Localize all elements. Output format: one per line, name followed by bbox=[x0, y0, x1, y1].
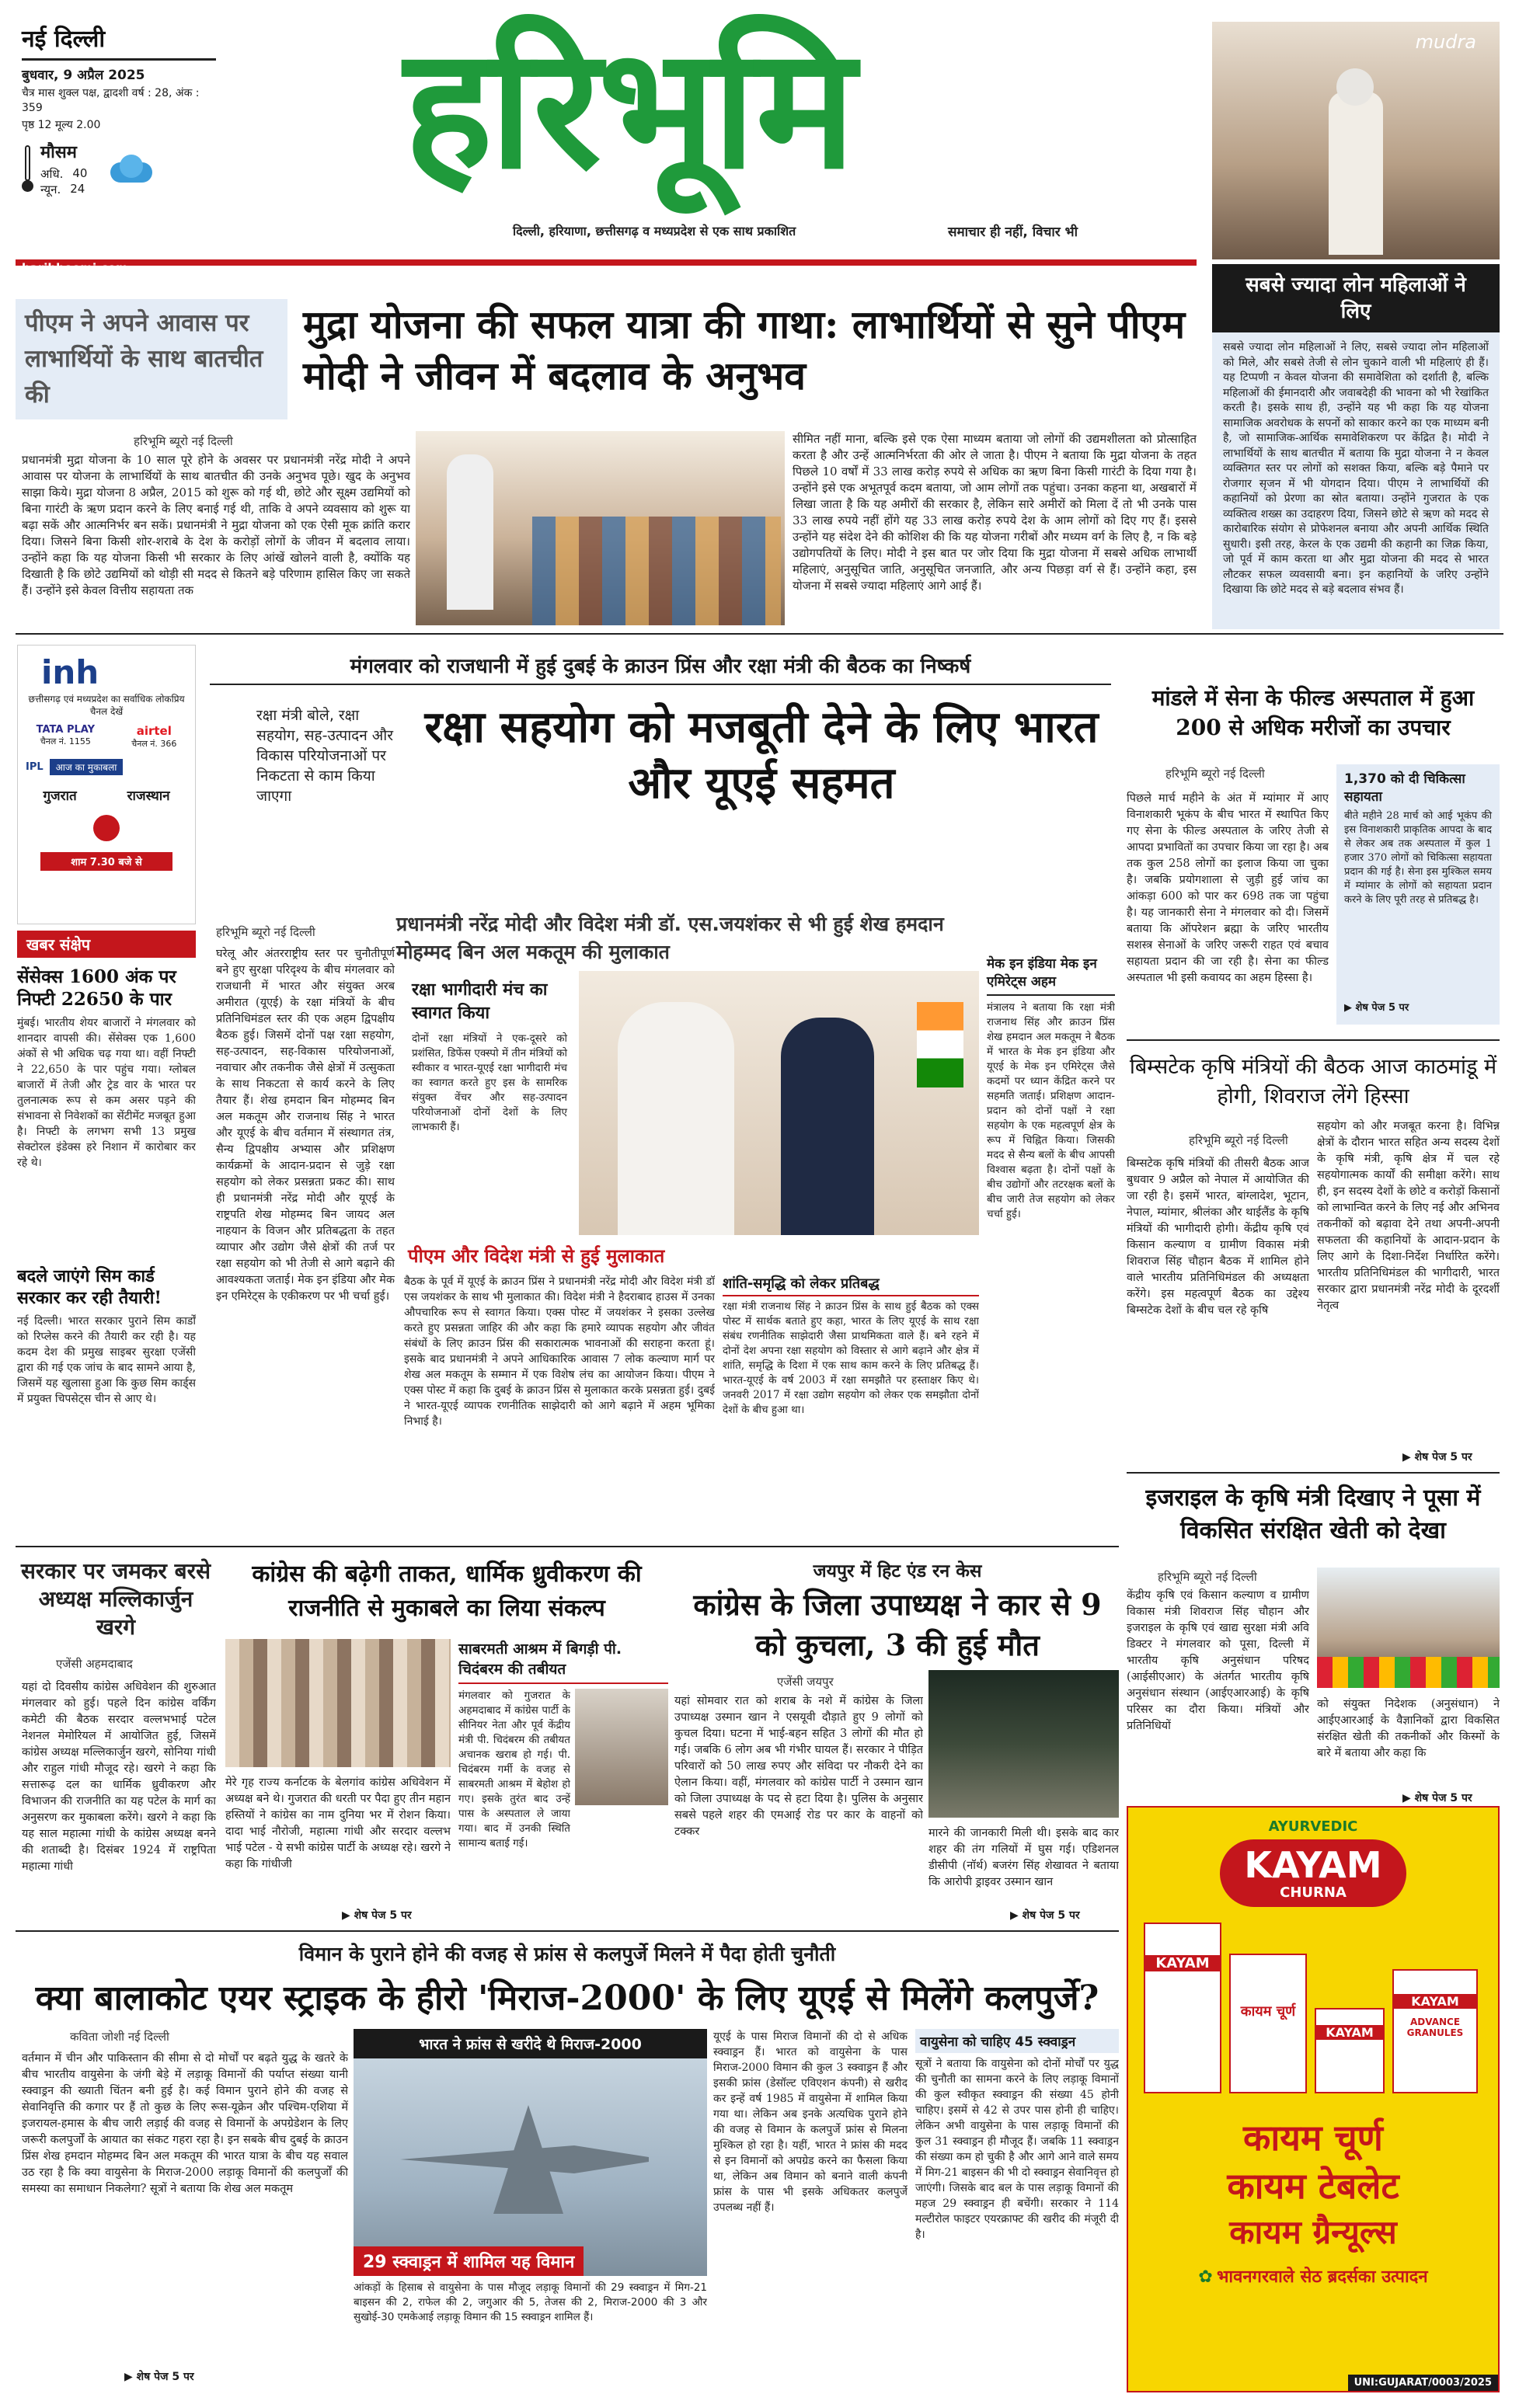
mirage-col3-box bbox=[915, 2029, 1119, 2386]
mirage-jet-photo bbox=[354, 2058, 707, 2276]
brief2-body: नई दिल्ली। भारत सरकार पुराने सिम कार्डों को रिप्लेस करने की तैयारी कर रही है। यह कदम देश की प्रमुख साइबर सुरक्षा एजेंसी द्वारा की गई एक जांच के बाद सामने आया है, जिसमें यह खुलासा हुआ कि कुछ सिम कार्ड्स में प्रयुक्त चिपसेट्स चीन से आए थे। bbox=[17, 1315, 196, 1405]
defense-photo bbox=[579, 971, 979, 1235]
min-label: न्यून. bbox=[40, 183, 61, 197]
mirage-col2: यूएई के पास मिराज विमानों की दो से अधिक स्क्वाड्रन हैं। भारत को वायुसेना के पास मिराज-2000 विमान की कुल 3 स्क्वाड्रन हैं और इसकी फ्रांस (डेसॉल्ट एविएशन कंपनी) से खरीद कर इन्हें वर्ष 1985 में वायुसेना में शामिल किया गया था। लेकिन अब इनके अत्यधिक पुराने होने की वजह से विमान के कलपुर्जे फ्रांस से मिलना मुश्किल हो रहा है। यहीं, भारत ने फ्रांस की मदद से इन विमानों को अपग्रेड करने का फैसला किया था, लेकिन अब विमान को बनाने वाली कंपनी फ्रांस के पास भी इसके अधिकतर कलपुर्जे उपलब्ध नहीं हैं। bbox=[713, 2030, 908, 2214]
jaipur-photo bbox=[928, 1670, 1119, 1818]
jaipur-refer[interactable] bbox=[1010, 1908, 1080, 1923]
congress-headline: कांग्रेस की बढ़ेगी ताकत, धार्मिक ध्रुवीकरण की राजनीति से मुकाबले का लिया संकल्प bbox=[252, 1561, 642, 1622]
jaipur-col1: यहां सोमवार रात को शराब के नशे में कांग्रेस के जिला उपाध्यक्ष उस्मान खान ने एसयूवी दौड़ाते हुए 9 लोगों को कुचल दिया। घटना में भाई-बहन सहित 3 लोगों की मौत हो गई। जबकि 6 लोग अब भी गंभीर घायल हैं। सरकार ने पीड़ित परिवारों को 50 लाख रुपए और संविदा पर नौकरी देने का ऐलान किया। वहीं, मंगलवार को कांग्रेस पार्टी ने उस्मान खान को जिला उपाध्यक्ष के पद से हटा दिया है। पुलिस के अनुसार सबसे पहले शहर की एमआई रोड पर कार के वाहनों को टक्कर bbox=[674, 1695, 923, 1838]
max-label: अधि. bbox=[40, 167, 64, 181]
kayam-box-small bbox=[1315, 2008, 1385, 2093]
panchang: चैत्र मास शुक्ल पक्ष, द्वादशी वर्ष : 28, अंक : 359 bbox=[22, 87, 200, 114]
brief1-headline: सेंसेक्स 1600 अंक पर निफ्टी 22650 के पार bbox=[17, 966, 176, 1010]
bimstec-byline: हरिभूमि ब्यूरो नई दिल्ली bbox=[1189, 1133, 1288, 1147]
defense-byline: हरिभूमि ब्यूरो नई दिल्ली bbox=[216, 925, 315, 939]
mirage-photo-banner: भारत ने फ्रांस से खरीदे थे मिराज-2000 bbox=[354, 2029, 707, 2058]
weather-label: मौसम bbox=[40, 143, 77, 162]
ipl-logo-icon: IPL bbox=[26, 761, 44, 773]
lead-side-headline: पीएम ने अपने आवास पर लाभार्थियों के साथ बातचीत की bbox=[25, 309, 263, 409]
kayam-pack2-label: KAYAM bbox=[1316, 2025, 1383, 2040]
tataplay-channel: चैनल नं. 1155 bbox=[40, 736, 91, 746]
tataplay-logo: TATA PLAY bbox=[36, 724, 96, 736]
jaipur-refer-text: शेष पेज 5 पर bbox=[1022, 1909, 1080, 1922]
bimstec-col2: सहयोग को और मजबूत करना है। विभिन्न क्षेत्रों के दौरान भारत सहित अन्य सदस्य देशों के कृषि मंत्री, कृषि क्षेत्र में चल रहे सहयोगात्मक कार्यों की समीक्षा करेंगे। साथ ही, इन सदस्य देशों के छोटे व करोड़ों किसानों को लाभान्वित करने के लिए नई और अभिनव तकनीकों को बढ़ावा देने तथा अपनी-अपनी सफलता की कहानियों के आदान-प्रदान के लिए आगे के दिशा-निर्देश निर्धारित करेंगे। भारतीय प्रतिनिधिमंडल की भागीदारी, भारत सरकार द्वारा प्रधानमंत्री नरेंद्र मोदी के दूरदर्शी नेतृत्व bbox=[1317, 1120, 1500, 1312]
arrow-icon: ▶ bbox=[342, 1909, 354, 1922]
jaipur-headline: कांग्रेस के जिला उपाध्यक्ष ने कार से 9 को कुचला, 3 की हुई मौत bbox=[693, 1587, 1102, 1662]
defense-col2: बैठक के पूर्व में यूएई के क्राउन प्रिंस ने प्रधानमंत्री नरेंद्र मोदी और विदेश मंत्री डॉ एस जयशंकर के साथ भी मुलाकात की। विदेश मंत्री ने हैदराबाद हाउस में उनका औपचारिक रूप से स्वागत किया। एक्स पोस्ट में जयशंकर ने इसका उल्लेख करते हुए प्रसन्नता जाहिर की और कहा कि हमारे व्यापक सहयोग और जीवंत संबंधों के लिए क्राउन प्रिंस की सकारात्मक भावनाओं की सराहना करता हूं। इसके बाद प्रधानमंत्री ने अपने आधिकारिक आवास 7 लोक कल्याण मार्ग पर शेख अल मकतूम के सम्मान में एक विशेष लंच का आयोजन किया। पीएम ने एक्स पोस्ट में कहा कि दुबई के क्राउन प्रिंस से मुलाकात करके प्रसन्नता हुई। दुबई ने भारत-यूएई व्यापक रणनीतिक साझेदारी को आगे बढ़ाने में अहम भूमिका निभाई है। bbox=[404, 1275, 715, 1428]
bimstec-headline: बिम्सटेक कृषि मंत्रियों की बैठक आज काठमांडू में होगी, शिवराज लेंगे हिस्सा bbox=[1129, 1055, 1497, 1108]
brief1-body: मुंबई। भारतीय शेयर बाजारों ने मंगलवार को शानदार वापसी की। सेंसेक्स एक 1,600 अंकों से भी अधिक चढ़ गया था। वहीं निफ्टी ने 22,650 के पार पहुंच गया। ग्लोबल बाजारों में तेजी और ट्रेड वार के भारत पर तुलनात्मक रूप से कम असर पड़ने की संभावना से निवेशकों का सेंटीमेंट मजबूत हुआ है। निफ्टी के लगभग सभी 13 प्रमुख सेक्टोरल इंडेक्स हरे निशान में कारोबार कर रहे थे। bbox=[17, 1017, 196, 1169]
match-time: शाम 7.30 बजे से bbox=[40, 852, 172, 871]
team1: गुजरात bbox=[43, 788, 77, 804]
city: नई दिल्ली bbox=[22, 26, 106, 53]
masthead bbox=[0, 0, 1519, 280]
myanmar-box bbox=[1336, 764, 1500, 1025]
flower-icon: ✿ bbox=[1198, 2267, 1213, 2287]
ipl-badge: आज का मुकाबला bbox=[50, 759, 124, 775]
cricket-ball-icon bbox=[93, 815, 120, 841]
airtel-channel: चैनल नं. 366 bbox=[131, 739, 177, 749]
team2: राजस्थान bbox=[127, 788, 170, 804]
defense-box3 bbox=[987, 955, 1115, 1507]
arrow-icon: ▶ bbox=[1344, 1002, 1356, 1014]
mirage-photo-box bbox=[354, 2029, 707, 2386]
congress-refer[interactable] bbox=[342, 1908, 412, 1923]
airtel-logo: airtel bbox=[136, 724, 172, 738]
kayam-pack3-label: KAYAM bbox=[1394, 1994, 1476, 2009]
thermometer-icon bbox=[22, 145, 33, 192]
kayam-box-medium bbox=[1229, 1954, 1307, 2093]
kayam-line3: कायम ग्रैन्यूल्स bbox=[1229, 2213, 1397, 2251]
lead-col1: प्रधानमंत्री मुद्रा योजना के 10 साल पूरे होने के अवसर पर प्रधानमंत्री नरेंद्र मोदी ने अपने आवास पर योजना के लाभार्थियों के साथ बातचीत की उनके अनुभव पूछे। खुद के अनुभव साझा किये। मुद्रा योजना 8 अप्रैल, 2015 को शुरू को गई थी, छोटे और सूक्ष्म उद्यमियों को बिना गारंटी के ऋण प्रदान करने के लिए बनाई गई थी, ताकि वे अपने व्यवसाय को शुरू या बढ़ा सकें और आत्मनिर्भर बन सकें। प्रधानमंत्री ने मुद्रा योजना को एक ऐसी मूक क्रांति करार दिया। जिसने बिना किसी शोर-शराबे के देश के करोड़ों लोगों के जीवन में बदलाव लाया। उन्होंने कहा कि यह योजना किसी भी सरकार के लिए आंखें खोलने वाली है, क्योंकि यह दिखाती है कि छोटे उद्यमियों को थोड़ी सी मदद से कितने बड़े परिणाम हासिल किए जा सकते हैं। उन्होंने इसे केवल वित्तीय सहायता तक bbox=[22, 453, 410, 597]
masthead-photo bbox=[1212, 22, 1500, 259]
defense-box2 bbox=[723, 1274, 979, 1507]
arrow-icon: ▶ bbox=[1402, 1792, 1415, 1804]
defense-col1: घरेलू और अंतरराष्ट्रीय स्तर पर चुनौतीपूर्ण बने हुए सुरक्षा परिदृश्य के बीच मंगलवार को राजधानी में भारत और संयुक्त अरब अमीरात (यूएई) के रक्षा मंत्रियों के बीच प्रतिनिधिमंडल स्तर की एक अहम द्विपक्षीय बैठक हुई। जिसमें दोनों पक्ष रक्षा सहयोग, सह-उत्पादन, सह-विकास परियोजनाओं, नवाचार और तकनीक जैसे क्षेत्रों में उत्सुकता के साथ निकटता से कार्य करने के लिए तैयार हैं। शेख हमदान बिन मोहम्मद बिन अल मकतूम और राजनाथ सिंह ने भारत और यूएई के बीच वर्तमान में संस्थागत तंत्र, सैन्य द्विपक्षीय अभ्यास और प्रशिक्षण कार्यक्रमों के आदान-प्रदान से जुड़े रक्षा सहयोग को लेकर प्रसन्नता प्रकट की। साथ ही प्रधानमंत्री नरेंद्र मोदी और यूएई के राष्ट्रपति शेख मोहम्मद बिन जायद अल नाहयान के विजन और प्रतिबद्धता के तहत व्यापार और उद्योग जैसे क्षेत्रों की तर्ज पर रक्षा सहयोग को भी तेजी से आगे बढ़ाने की आवश्यकता जताई। मेक इन इंडिया और मेक इन एमिरेट्स के एकीकरण पर भी चर्चा हुई। bbox=[216, 948, 395, 1303]
mirage-headline: क्या बालाकोट एयर स्ट्राइक के हीरो 'मिराज-2000' के लिए यूएई से मिलेंगे कलपुर्जे? bbox=[35, 1978, 1099, 2018]
mirage-refer-text: शेष पेज 5 पर bbox=[136, 2371, 194, 2383]
defense-box2-body: रक्षा मंत्री राजनाथ सिंह ने क्राउन प्रिंस के साथ हुई बैठक को एक्स पोस्ट में सार्थक बताते हुए कहा, भारत के लिए यूएई के साथ रक्षा संबंध रणनीतिक साझेदारी जैसा प्राथमिकता वाले हैं। बने रहने में दोनों देश अपना रक्षा सहयोग को विस्तार से आगे बढ़ाने और क्षेत्र में शांति, समृद्धि के दिशा में एक साथ काम करने के लिए प्रतिबद्ध हैं। भारत-यूएई के वर्ष 2003 में रक्षा समझौते पर हस्ताक्षर किए थे। जनवरी 2017 में रक्षा उद्योग सहयोग को लेकर एक समझौता दोनों देशों के बीच हुआ था। bbox=[723, 1300, 979, 1416]
congress-photo bbox=[225, 1639, 451, 1767]
kayam-products bbox=[1144, 1915, 1482, 2109]
defense-kicker: मंगलवार को राजधानी में हुई दुबई के क्राउन प्रिंस और रक्षा मंत्री की बैठक का निष्कर्ष bbox=[350, 655, 971, 678]
arrow-icon: ▶ bbox=[1402, 1451, 1415, 1463]
brief2-headline: बदले जाएंगे सिम कार्ड सरकार कर रही तैयारी! bbox=[17, 1266, 162, 1308]
jaipur-kicker: जयपुर में हिट एंड रन केस bbox=[813, 1561, 982, 1582]
myanmar-byline: हरिभूमि ब्यूरो नई दिल्ली bbox=[1165, 767, 1265, 781]
editions-line: दिल्ली, हरियाणा, छत्तीसगढ़ व मध्यप्रदेश से एक साथ प्रकाशित bbox=[513, 224, 796, 238]
defense-box1-headline: रक्षा भागीदारी मंच का स्वागत किया bbox=[412, 980, 548, 1023]
israel-headline: इजराइल के कृषि मंत्री दिखाए ने पूसा में विकसित संरक्षित खेती को देखा bbox=[1145, 1484, 1481, 1544]
lead-photo bbox=[416, 431, 785, 625]
mirage-col3-body: सूत्रों ने बताया कि वायुसेना को दोनों मोर्चों पर युद्ध की चुनौती का सामना करने के लिए लड़ाकू विमानों की कुल स्वीकृत स्क्वाड्रन की संख्या 45 होनी चाहिए। इसमें से 42 से उपर पास होनी ही चाहिए। लेकिन अभी वायुसेना के पास लड़ाकू विमानों की कुल 31 स्क्वाड्रन ही मौजूद हैं। जबकि 11 स्क्वाड्रन की संख्या कम हो चुकी है और आगे आने वाले समय में मिग-21 बाइसन की भी दो स्क्वाड्रन सेवानिवृत्त हो जाएंगी। जिसके बाद बल के पास लड़ाकू विमानों की महज 29 स्क्वाड्रन ही बचेंगी। सरकार ने 114 मल्टीरोल फाइटर एयरक्राफ्ट की खरीद की मंजूरी दी है। bbox=[915, 2058, 1119, 2241]
weather-box bbox=[22, 140, 216, 197]
lead-side-headline-box bbox=[16, 299, 287, 419]
jaipur-byline: एजेंसी जयपुर bbox=[777, 1675, 834, 1689]
defense-box3-headline: मेक इन इंडिया मेक इन एमिरेट्स अहम bbox=[987, 955, 1115, 996]
defense-subhead: प्रधानमंत्री नरेंद्र मोदी और विदेश मंत्री डॉ. एस.जयशंकर से भी हुई शेख हमदान मोहम्मद बिन अल मकतूम की मुलाकात bbox=[396, 913, 944, 963]
mirage-photo-tag: 29 स्क्वाड्रन में शामिल यह विमान bbox=[354, 2246, 584, 2276]
defense-box1-body: दोनों रक्षा मंत्रियों ने एक-दूसरे को प्रशंसित, डिफेंस एक्स्पो में तीन मंत्रियों को स्वीकार व भारत-यूएई रक्षा भागीदारी मंच का स्वागत करते हुए इस के सामरिक संयुक्त वेंचर और सह-उत्पादन परियोजनाओं दोनों देशों के लिए लाभकारी हैं। bbox=[412, 1032, 567, 1133]
israel-refer[interactable] bbox=[1402, 1790, 1472, 1805]
news-brief-label: खबर संक्षेप bbox=[17, 931, 196, 958]
kayam-line1: कायम चूर्ण bbox=[1243, 2117, 1383, 2159]
myanmar-box-headline: 1,370 को दी चिकित्सा सहायता bbox=[1344, 771, 1465, 805]
lead-headline: मुद्रा योजना की सफल यात्रा की गाथा: लाभार्थियों से सुने पीएम मोदी ने जीवन में बदलाव के अनुभव bbox=[303, 301, 1186, 398]
kayam-maker: भावनगरवाले सेठ ब्रदर्सका उत्पादन bbox=[1216, 2267, 1428, 2287]
defense-side-text: रक्षा मंत्री बोले, रक्षा सहयोग, सह-उत्पादन और विकास परियोजनाओं पर निकटता से काम किया जाएगा bbox=[256, 707, 394, 805]
kayam-brand: KAYAM bbox=[1244, 1844, 1382, 1886]
kayam-pack1-label: KAYAM bbox=[1145, 1955, 1220, 1971]
inh-logo: inh bbox=[41, 653, 99, 691]
kayam-box-advance bbox=[1392, 1969, 1478, 2093]
tagline: समाचार ही नहीं, विचार भी bbox=[948, 224, 1078, 240]
kharge-headline: सरकार पर जमकर बरसे अध्यक्ष मल्लिकार्जुन खरगे bbox=[20, 1558, 211, 1640]
kayam-pack4-label: कायम चूर्ण bbox=[1240, 2003, 1296, 2020]
chidambaram-photo bbox=[575, 1689, 668, 1805]
newspaper-logo: हरिभूमि bbox=[404, 11, 853, 206]
defense-box1 bbox=[404, 973, 575, 1241]
bimstec-col1: बिम्सटेक कृषि मंत्रियों की तीसरी बैठक आज बुधवार 9 अप्रैल को नेपाल में आयोजित की जा रही है। इसमें भारत, बांग्लादेश, भूटान, नेपाल, म्यांमार, श्रीलंका और थाईलैंड के कृषि मंत्रियों की भागीदारी होगी। केंद्रीय कृषि एवं किसान कल्याण व ग्रामीण विकास मंत्री शिवराज सिंह चौहान बैठक में शामिल होने वाले भारतीय प्रतिनिधिमंडल की अध्यक्षता करेंगे। इस महत्वपूर्ण बैठक का उद्देश्य बिम्सटेक देशों के बीच चल रहे कृषि bbox=[1127, 1157, 1309, 1317]
israel-refer-text: शेष पेज 5 पर bbox=[1414, 1792, 1472, 1804]
kayam-ad[interactable] bbox=[1127, 1806, 1500, 2392]
lead-byline: हरिभूमि ब्यूरो नई दिल्ली bbox=[134, 434, 233, 448]
issue-date: बुधवार, 9 अप्रैल 2025 bbox=[22, 68, 145, 83]
kayam-line2: कायम टेबलेट bbox=[1227, 2165, 1399, 2207]
israel-col1: केंद्रीय कृषि एवं किसान कल्याण व ग्रामीण विकास मंत्री शिवराज सिंह चौहान और इजराइल के कृषि एवं खाद्य सुरक्षा मंत्री अवि डिक्टर ने मंगलवार को पूसा, दिल्ली में भारतीय कृषि अनुसंधान परिषद (आईसीएआर) के अंतर्गत भारतीय कृषि अनुसंधान संस्थान (आईएआरआई) के कृषि परिसर का दौरा किया। मंत्रियों और प्रतिनिधियों bbox=[1127, 1589, 1309, 1732]
myanmar-refer-text: शेष पेज 5 पर bbox=[1355, 1002, 1409, 1014]
mirage-kicker: विमान के पुराने होने की वजह से फ्रांस से कलपुर्जे मिलने में पैदा होती चुनौती bbox=[298, 1943, 836, 1965]
arrow-icon: ▶ bbox=[124, 2371, 137, 2383]
mirage-refer[interactable] bbox=[124, 2369, 194, 2384]
kayam-box-large bbox=[1144, 1923, 1221, 2093]
lead-col2: सीमित नहीं माना, बल्कि इसे एक ऐसा माध्यम बताया जो लोगों की उद्यमशीलता को प्रोत्साहित करता है और उन्हें आत्मनिर्भरता की ओर ले जाता है। पीएम ने बताया कि मुद्रा योजना के तहत पिछले 10 वर्षों में 33 लाख करोड़ रुपये से अधिक का ऋण बिना किसी गारंटी के दिया गया है। उन्होंने इसे एक अभूतपूर्व कदम बताया, जो आम लोगों तक पहुंचा। उनका कहना था, अखबारों में लिखा जाता है कि यह अमीरों की सरकार है, लेकिन सारे अमीरों को मिला दें तो भी उनके पास 33 लाख रुपये नहीं होंगे यह 33 लाख करोड़ रुपये देश के आम लोगों को दिए गए हैं। इससे उन्होंने यह संदेश देने की कोशिश की कि यह योजना गरीबों और मध्यम वर्ग के लिए है, न कि बड़े उद्योगपतियों के लिए। मोदी ने इस बात पर जोर दिया कि मुद्रा योजना में सबसे अधिक लाभार्थी महिलाएं, अनुसूचित जाति, अनुसूचित जनजाति, और अन्य पिछड़ा वर्ग से हैं। उन्होंने कहा, इस योजना में सबसे ज्यादा महिलाएं आगे आई हैं। bbox=[793, 432, 1197, 593]
israel-photo bbox=[1317, 1568, 1500, 1688]
congress-box bbox=[458, 1639, 668, 1926]
myanmar-headline: मांडले में सेना के फील्ड अस्पताल में हुआ 200 से अधिक मरीजों का उपचार bbox=[1151, 685, 1475, 740]
kayam-brand-sub: CHURNA bbox=[1280, 1884, 1347, 1901]
mirage-photo-caption: आंकड़ों के हिसाब से वायुसेना के पास मौजूद लड़ाकू विमानों की 29 स्क्वाड्रन में मिग-21 बाइसन की 2, राफेल की 2, जगुआर की 5, तेजस की 2, मिराज-2000 की 3 और सुखोई-30 एमकेआई लड़ाकू विमान की 15 स्क्वाड्रन शामिल हैं। bbox=[354, 2281, 707, 2323]
israel-byline: हरिभूमि ब्यूरो नई दिल्ली bbox=[1158, 1570, 1257, 1584]
jaipur-col2: मारने की जानकारी मिली थी। इसके बाद कार शहर की तंग गलियों में घुस गई। एडिशनल डीसीपी (नॉर्थ) बजरंग सिंह शेखावत ने बताया कि आरोपी ड्राइवर उस्मान खान bbox=[928, 1827, 1119, 1888]
inh-ad[interactable] bbox=[17, 645, 196, 924]
bimstec-refer-text: शेष पेज 5 पर bbox=[1414, 1451, 1472, 1463]
mudra-logo: mudra bbox=[1415, 31, 1476, 53]
kharge-byline: एजेंसी अहमदाबाद bbox=[56, 1657, 133, 1671]
inh-tagline: छत्तीसगढ़ एवं मध्यप्रदेश का सर्वाधिक लोकप्रिय चैनल देखें bbox=[28, 694, 185, 717]
mirage-byline: कविता जोशी नई दिल्ली bbox=[70, 2030, 169, 2044]
mirage-col3-headline: वायुसेना को चाहिए 45 स्क्वाड्रन bbox=[915, 2029, 1119, 2053]
myanmar-body: पिछले मार्च महीने के अंत में म्यांमार में आए विनाशकारी भूकंप के बीच भारत में स्थापित किए गए सेना के फील्ड अस्पताल के जरिए तेजी से आपदा प्रभावितों का उपचार किया जा रहा है। अब तक कुल 258 लोगों का इलाज किया जा चुका है। जबकि प्रयोगशाला से जुड़ी हुई जांच का आंकड़ा 600 को पार कर 698 तक जा पहुंचा है। यह जानकारी सेना ने मंगलवार को दी। जिसमें बताया कि ऑपरेशन ब्रह्मा के जरिए भारतीय सशस्त्र सेनाओं के जरिए जरूरी राहत एवं बचाव सहायता प्रदान की जा रही है। सेना का फील्ड अस्पताल भी इसी कवायद का अहम हिस्सा है। bbox=[1127, 792, 1329, 984]
bimstec-refer[interactable] bbox=[1402, 1449, 1472, 1464]
congress-refer-text: शेष पेज 5 पर bbox=[354, 1909, 412, 1922]
kayam-code: UNI:GUJARAT/0003/2025 bbox=[1348, 2375, 1498, 2391]
defense-photo-caption: पीएम और विदेश मंत्री से हुई मुलाकात bbox=[408, 1245, 665, 1267]
kayam-pack5-label: ADVANCE GRANULES bbox=[1406, 2017, 1464, 2038]
max-temp: 40 bbox=[72, 166, 88, 180]
congress-box-headline: साबरमती आश्रम में बिगड़ी पी. चिदंबरम की तबीयत bbox=[458, 1639, 668, 1684]
women-loans-headline: सबसे ज्यादा लोन महिलाओं ने लिए bbox=[1212, 264, 1500, 332]
masthead-info bbox=[22, 22, 216, 197]
mirage-col1: वर्तमान में चीन और पाकिस्तान की सीमा से दो मोर्चों पर बढ़ते युद्ध के खतरे के बीच भारतीय वायुसेना के जंगी बेड़े में लड़ाकू विमानों की पर्याप्त संख्या यानी स्क्वाड्रन की ख्याती चिंतन बनी हुई है। कई विमान पुराने होने की वजह से सेवानिवृत्ति की कगार पर हैं तो कुछ के लिए रूस-यूक्रेन और पश्चिम-एशिया में इजरायल-हमास के बीच जारी लड़ाई की वजह से विमानों के अपग्रेडेशन के लिए जरूरी कलपुर्जों के आयात का संकट गहरा रहा है। इन सबके बीच दुबई के क्राउन प्रिंस शेख हमदान मोहम्मद बिन अल मकतूम की भारत यात्रा के बीच यह सवाल उठ रहा है कि क्या वायुसेना के मिराज-2000 लड़ाकू विमानों की कलपुर्जों की समस्या का समाधान निकलेगा? सूत्रों ने बताया कि शेख अल मकतूम bbox=[22, 2052, 348, 2195]
pages-price: पृष्ठ 12 मूल्य 2.00 bbox=[22, 119, 101, 131]
women-loans-body: सबसे ज्यादा लोन महिलाओं ने लिए, सबसे ज्यादा लोन महिलाओं को मिले, और सबसे तेजी से लोन चुकाने वाली भी महिलाएं ही हैं। यह टिप्पणी न केवल योजना की समावेशिता को दर्शाती है, बल्कि महिलाओं की ईमानदारी और जवाबदेही की भावना को भी रेखांकित करती है। इसके साथ ही, उन्होंने यह भी कहा कि यह योजना सामाजिक अवरोधक के सपनों को साकार करने का एक माध्यम बनी है, जो सामाजिक-आर्थिक समावेशिकरण पर केंद्रित है। मोदी ने लाभार्थियों के साथ बातचीत में बताया कि मुद्रा योजना ने न केवल व्यक्तिगत स्तर पर लोगों को सशक्त किया, बल्कि बड़े पैमाने पर रोजगार सृजन में भी योगदान दिया। पीएम ने लाभार्थियों की कहानियों को प्रेरणा का स्रोत बताया। उन्होंने गुजरात के एक व्यक्तित्व शख्स का उदाहरण दिया, जिसने छोटे से ऋण को मदद से कारोबारिक संयोग से प्रोफेशनल बनाया और अपनी आर्थिक स्थिति सुधारी। इसी तरह, केरल के एक उद्यमी की कहानी का जिक्र किया, जो पूर्व में काम करता था और मुद्रा योजना की मदद से भारत लौटकर सफल व्यवसायी बना। इन कहानियों के जरिए उन्होंने दिखाया कि छोटे मदद से बड़े बदलाव संभव हैं। bbox=[1223, 341, 1489, 596]
congress-body: मेरे गृह राज्य कर्नाटक के बेलगांव कांग्रेस अधिवेशन में अध्यक्ष बने थे। गुजरात की धरती पर पैदा हुए तीन महान हस्तियों ने कांग्रेस का नाम दुनिया भर में रोशन किया। दादा भाई नौरोजी, महात्मा गांधी और सरदार वल्लभ भाई पटेल - ये सभी कांग्रेस पार्टी के अध्यक्ष रहे। खरगे ने कहा कि गांधीजी bbox=[225, 1776, 451, 1870]
kharge-body: यहां दो दिवसीय कांग्रेस अधिवेशन की शुरुआत मंगलवार को हुई। पहले दिन कांग्रेस वर्किंग कमेटी की बैठक सरदार वल्लभभाई पटेल नेशनल मेमोरियल में आयोजित हुई, जिसमें कांग्रेस अध्यक्ष मल्लिकार्जुन खरगे, सोनिया गांधी और राहुल गांधी मौजूद रहे। खरगे ने कहा कि सत्तारूढ़ दल का धार्मिक ध्रुवीकरण और विभाजन की राजनीति का यह पटेल के मार्ग का अनुसरण कर मुकाबला करेंगे। खरगे ने कहा कि यह साल महात्मा गांधी के कांग्रेस अध्यक्ष बनने की शताब्दी है। दिसंबर 1924 में राष्ट्रपिता महात्मा गांधी bbox=[22, 1681, 216, 1873]
israel-col2: को संयुक्त निदेशक (अनुसंधान) ने आईएआरआई के वैज्ञानिकों द्वारा विकसित संरक्षित खेती की तकनीकों और किस्मों के बारे में बताया और कहा कि bbox=[1317, 1698, 1500, 1759]
defense-headline: रक्षा सहयोग को मजबूती देने के लिए भारत और यूएई सहमत bbox=[424, 701, 1099, 809]
min-temp: 24 bbox=[70, 182, 85, 196]
cloud-icon bbox=[103, 153, 157, 184]
women-loans-box bbox=[1212, 264, 1500, 629]
website[interactable]: haribhoomi.com bbox=[22, 261, 128, 275]
defense-box2-headline: शांति-समृद्धि को लेकर प्रतिबद्ध bbox=[723, 1274, 979, 1296]
defense-box3-body: मंत्रालय ने बताया कि रक्षा मंत्री राजनाथ सिंह और क्राउन प्रिंस शेख हमदान अल मकतूम ने बैठक में भारत के मेक इन इंडिया और यूएई के मेक इन एमिरेट्स जैसे कदमों पर ध्यान केंद्रित करने पर सहमति जताई। प्रशिक्षण आदान-प्रदान को दोनों पक्षों ने रक्षा सहयोग के एक महत्वपूर्ण क्षेत्र के रूप में चिह्नित किया। जिसकी मदद से सैन्य बलों के बीच आपसी विश्वास बढ़ता है। दोनों पक्षों के बीच उद्योगों और तटरक्षक बलों के बीच जारी तेज सहयोग को लेकर चर्चा हुई। bbox=[987, 1001, 1115, 1220]
news-brief bbox=[17, 931, 196, 1536]
arrow-icon: ▶ bbox=[1010, 1909, 1023, 1922]
congress-box-body: मंगलवार को गुजरात के अहमदाबाद में कांग्रेस पार्टी के सीनियर नेता और पूर्व केंद्रीय मंत्री पी. चिदंबरम की तबीयत अचानक खराब हो गई। पी. चिदंबरम गर्मी के वजह से साबरमती आश्रम में बेहोश हो गए। इसके तुरंत बाद उन्हें पास के अस्पताल ले जाया गया। बाद में उनकी स्थिति सामान्य बताई गई। bbox=[458, 1689, 570, 1849]
kayam-ayurvedic: AYURVEDIC bbox=[1268, 1818, 1358, 1835]
myanmar-box-body: बीते महीने 28 मार्च को आई भूकंप की इस विनाशकारी प्राकृतिक आपदा के बाद से लेकर अब तक अस्पताल में कुल 1 हजार 370 लोगों को चिकित्सा सहायता प्रदान की गई है। सेना इस मुश्किल समय में म्यांमार के लोगों को सहायता प्रदान करने के लिए पूरी तरह से प्रतिबद्ध है। bbox=[1344, 810, 1492, 906]
myanmar-refer[interactable] bbox=[1336, 1000, 1500, 1014]
